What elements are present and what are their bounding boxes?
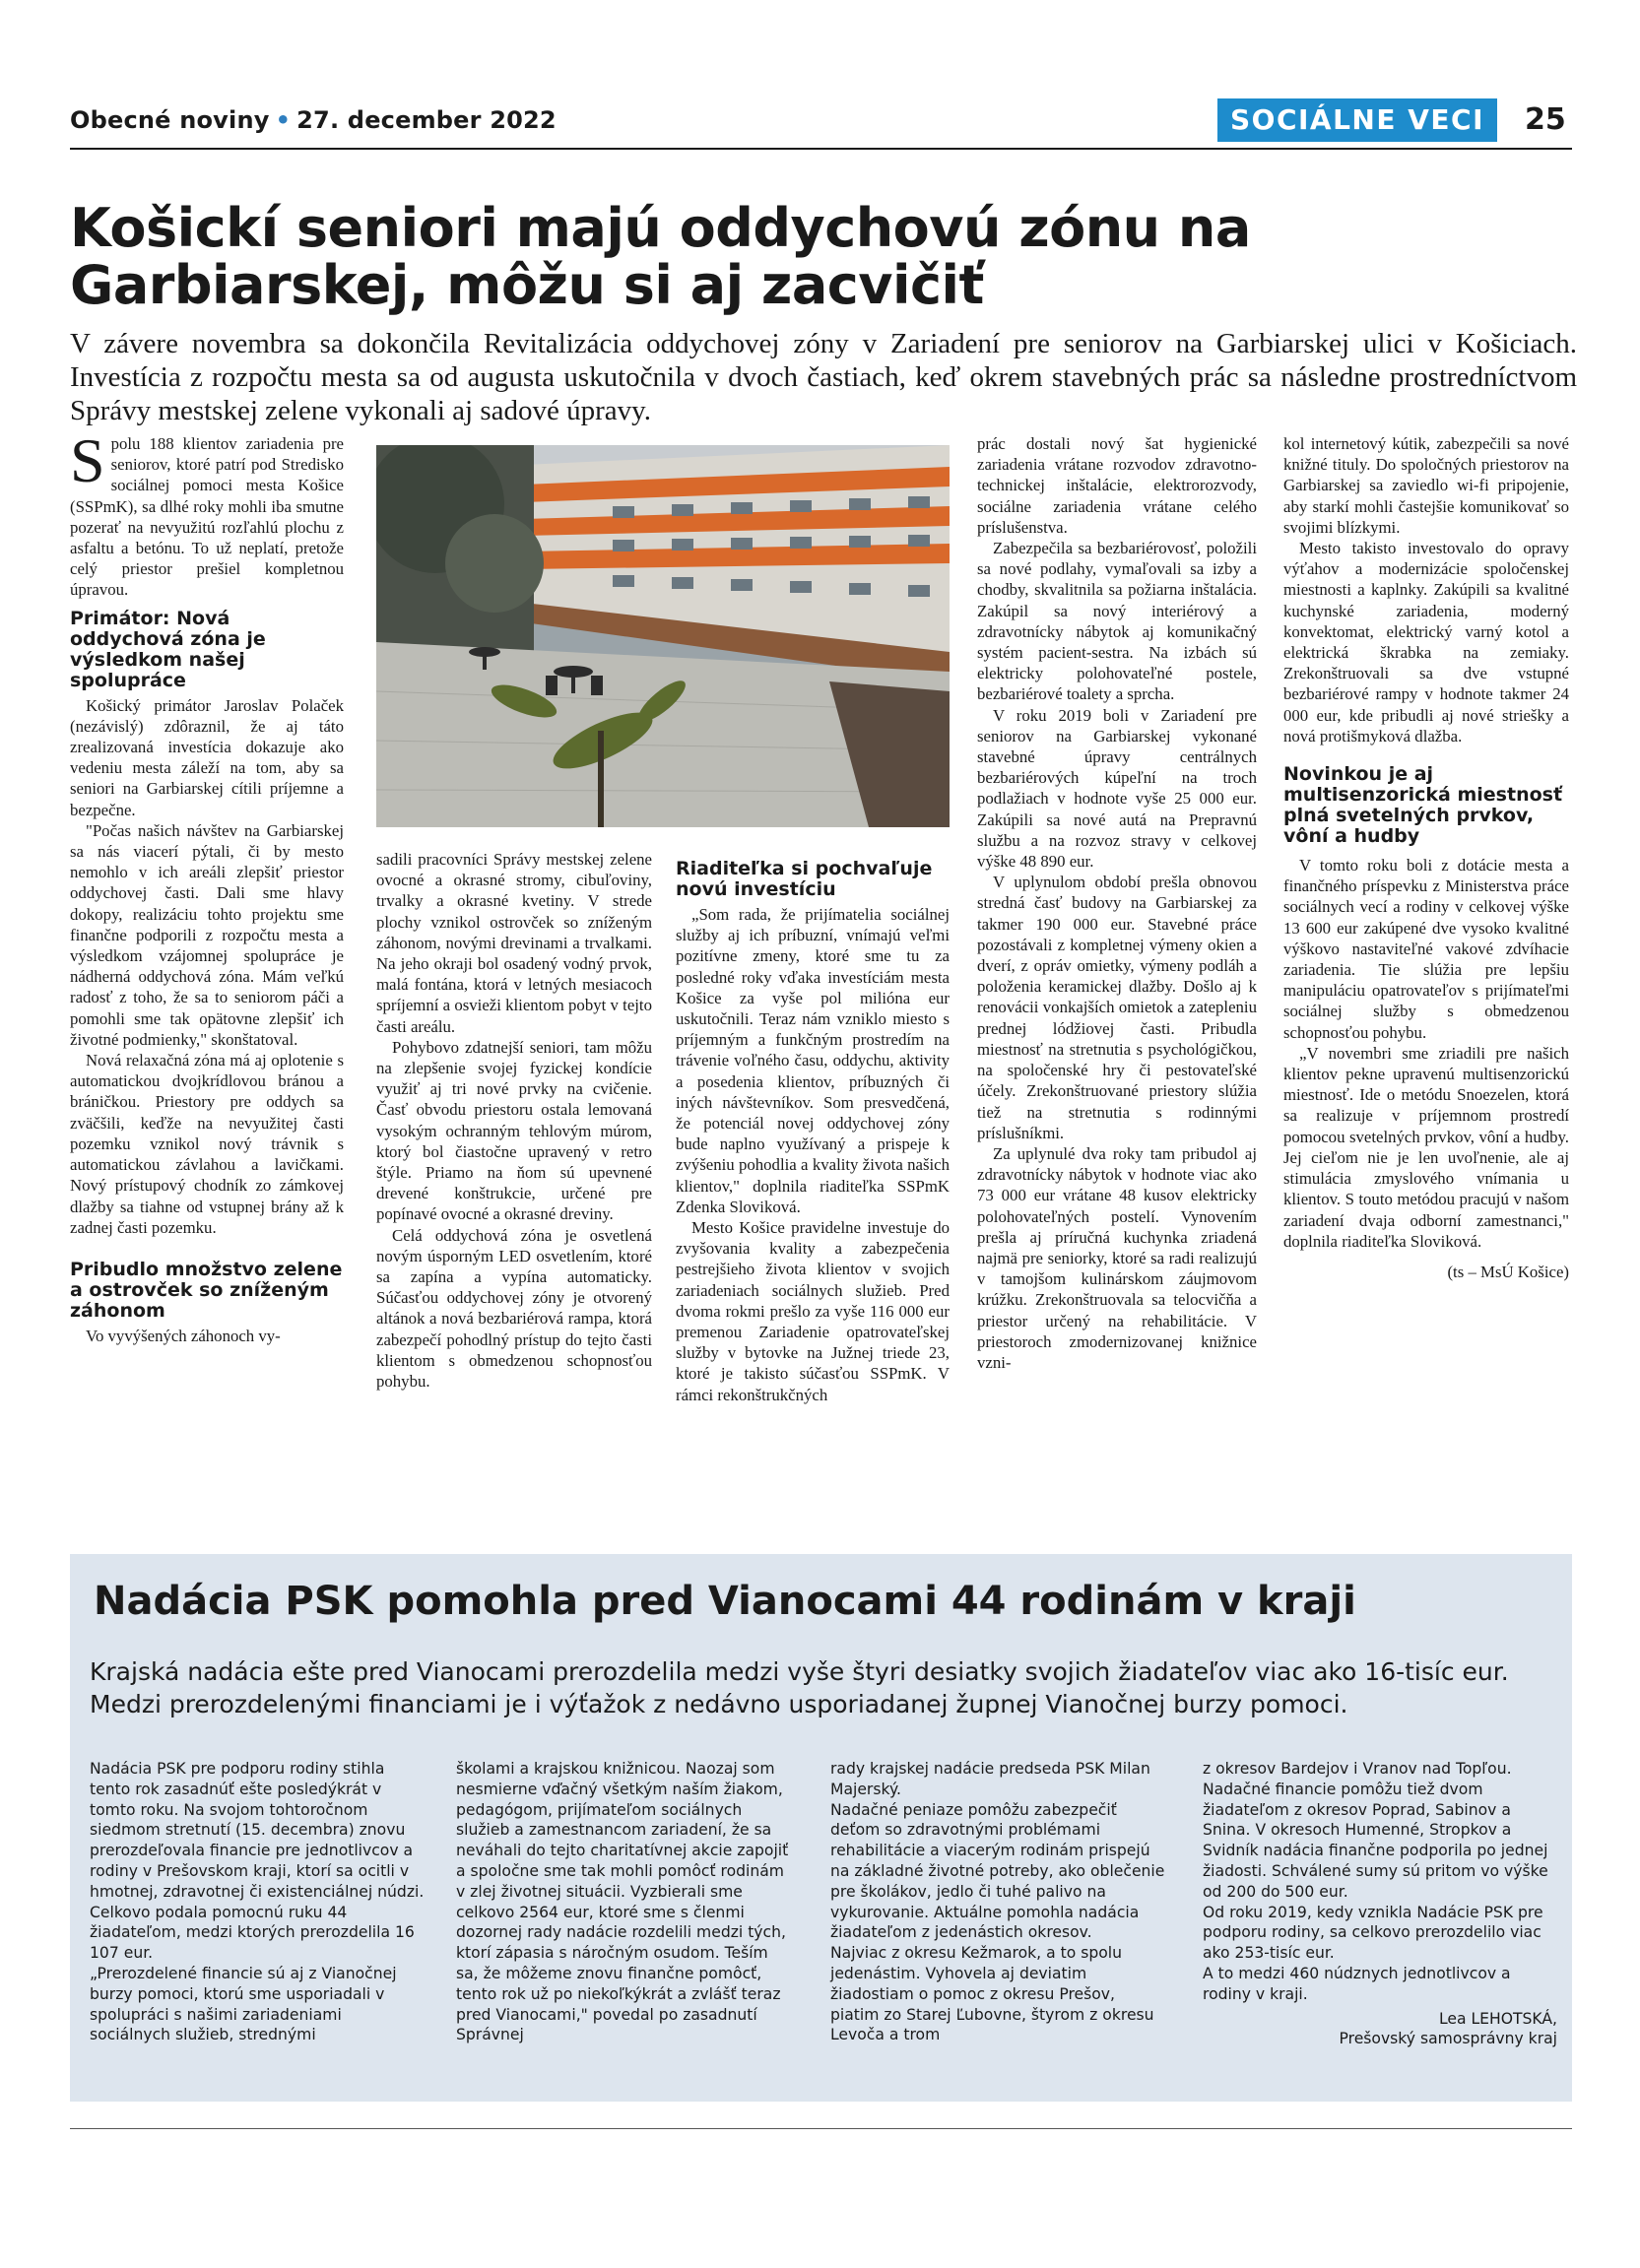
- article-column-5: [1283, 433, 1569, 1282]
- subheading: Primátor: Nová oddychová zóna je výsledkom našej spolupráce: [70, 607, 266, 691]
- box-column-1: [90, 1759, 425, 2045]
- page-header-left: [70, 106, 557, 134]
- article-column-3: [676, 859, 950, 1405]
- subheading: Novinkou je aj multisenzorická miestnosť plná svetelných prvkov, vôní a hudby: [1283, 763, 1563, 848]
- author-organization: Prešovský samosprávny kraj: [1339, 2030, 1557, 2048]
- courtyard-photo-illustration: [376, 445, 950, 827]
- paragraph: Celá oddychová zóna je osvetlená novým úsporným LED osvetlením, ktoré sa zapína a vypína automaticky. Súčasťou oddychovej zóny je otvorený altánok a nová bezbariérová rampa, ktorá zabezpečí pohodlný prístup do tejto časti klientom s obmedzenou schopnosťou pohybu.: [376, 1225, 652, 1392]
- article-headline: Košickí seniori majú oddychovú zónu na Garbiarskej, môžu si aj zacvičiť: [70, 197, 1251, 316]
- paragraph: Spolu 188 klientov zariadenia pre seniorov, ktoré patrí pod Stredisko sociálnej pomoci mesta Košice (SSPmK), sa dlhé roky mohli iba smutne pozerať na nevyužitú rozľahlú plochu z asfaltu a betónu. To už neplatí, pretože celý priestor prešiel kompletnou úpravou.: [70, 425, 344, 600]
- paragraph: Za uplynulé dva roky tam pribudol aj zdravotnícky nábytok v hodnote viac ako 73 000 eur vrátane 48 kusov elektricky polohovateľných postelí. Vynovením prešla aj príručná kuchynka zriadená najmä pre seniorky, ktoré sa radi realizujú v tamojšom kulinárskom záujmovom krúžku. Zrekonštruovala sa telocvičňa a priestor určený na rehabilitácie. V priestoroch zmodernizovanej knižnice vzni-: [977, 1143, 1257, 1372]
- publication-name: Obecné noviny: [70, 106, 270, 134]
- paragraph: Nová relaxačná zóna má aj oplotenie s automatickou dvojkrídlovou bránou a bráničkou. Priestory pre oddych sa zväčšili, keďže na nevyužitej časti pozemku vznikol nový trávnik s automatickou závlahou a lavičkami. Nový prístupový chodník zo zámkovej dlažby sa tiahne od vstupnej brány až k zadnej časti pozemku.: [70, 1051, 344, 1237]
- paragraph: Vo vyvýšených záhonoch vy-: [86, 1326, 281, 1345]
- paragraph: „V novembri sme zriadili pre našich klientov pekne upravenú multisenzorickú miestnosť. Ide o metódu Snoezelen, ktorá sa realizuje v príjemnom prostredí pomocou svetelných prvkov, vôní a hudby. Jej cieľom nie je len uvoľnenie, ale aj stimulácia zmyslového vnímania u klientov. S touto metódou pracujú v našom zariadení dvaja odborní zamestnanci," doplnila riaditeľka Sloviková.: [1283, 1043, 1569, 1251]
- drop-cap: S: [70, 425, 105, 495]
- box-article-lead: Krajská nadácia ešte pred Vianocami prerozdelila medzi vyše štyri desiatky svojich žiadateľov viac ako 16-tisíc eur. Medzi prerozdelenými financiami je i výťažok z nedávno usporiadanej župnej Vianočnej burzy pomoci.: [90, 1657, 1509, 1718]
- paragraph: „Som rada, že prijímatelia sociálnej služby aj ich príbuzní, vnímajú veľmi pozitívne zmeny, ktoré sme tu za posledné roky vďaka investíciám mesta Košice za vyše pol milióna eur uskutočnili. Teraz nám vzniklo miesto s príjemným a funkčným prostredím na trávenie voľného času, oddychu, aktivity a posedenia klientov, príbuzných či iných návštevníkov. Som presvedčená, že potenciál novej oddychovej zóny bude naplno využívaný a prispeje k zvýšeniu pohodlia a kvality života našich klientov," doplnila riaditeľka SSPmK Zdenka Sloviková.: [676, 905, 950, 1216]
- paragraph: V uplynulom období prešla obnovou stredná časť budovy na Garbiarskej za takmer 190 000 eur. Stavebné práce pozostávali z kompletnej výmeny okien a dverí, z opráv omietky, výmeny podláh a položenia keramickej dlažby. Došlo aj k renovácii vonkajších omietok a zatepleniu prednej lódžiovej časti. Pribudla miestnosť na stretnutia s psychológičkou, na spoločenské hry či pestovateľské účely. Zrekonštruované priestory slúžia tiež na stretnutia s rodinnými príslušníkmi.: [977, 873, 1257, 1142]
- paragraph: Mesto Košice pravidelne investuje do zvyšovania kvality a zabezpečenia pestrejšieho života klientov v svojich zariadeniach sociálnych služieb. Pred dvoma rokmi prešlo za vyše 116 000 eur premenou Zariadenie opatrovateľskej služby v bytovke na Južnej triede 23, ktoré je takisto súčasťou SSPmK. V rámci rekonštrukčných: [676, 1218, 950, 1404]
- paragraph: „Prerozdelené financie sú aj z Vianočnej burzy pomoci, ktorú sme usporiadali v spolupráci s našimi zariadeniami sociálnych služieb, strednými: [90, 1964, 397, 2044]
- separator-dot: •: [275, 106, 292, 134]
- header-rule: [70, 148, 1572, 150]
- article-photo: [376, 445, 950, 827]
- paragraph: Pohybovo zdatnejší seniori, tam môžu na zlepšenie svojej fyzickej kondície využiť aj tri nové prvky na cvičenie. Časť obvodu priestoru ostala lemovaná vysokým ochranným tehlovým múrom, ktorý bol čiastočne upravený v retro štýle. Priamo na ňom sú upevnené drevené konštrukcie, určené pre popínavé ovocné a okrasné dreviny.: [376, 1037, 652, 1224]
- section-tag: SOCIÁLNE VECI: [1217, 98, 1497, 142]
- paragraph: Nadačné peniaze pomôžu zabezpečiť deťom so zdravotnými problémami rehabilitácie a viacerým rodinám prispejú na základné životné potreby, ako oblečenie pre školákov, jedlo či tuhé palivo na vykurovanie. Aktuálne pomohla nadácia žiadateľom z jedenástich okresov.: [830, 1800, 1165, 1942]
- paragraph: Najviac z okresu Kežmarok, a to spolu jedenástim. Vyhovela aj deviatim žiadostiam o pomoc z okresu Prešov, piatim zo Starej Ľubovne, štyrom z okresu Levoča a trom: [830, 1944, 1154, 2044]
- paragraph: Košický primátor Jaroslav Polaček (nezávislý) zdôraznil, že aj táto zrealizovaná investícia dokazuje ako vedeniu mesta záleží na tom, aby sa seniori na Garbiarskej cítili príjemne a bezpečne.: [70, 695, 344, 819]
- subheading: Riaditeľka si pochvaľuje novú investíciu: [676, 858, 933, 900]
- article-byline: (ts – MsÚ Košice): [1447, 1262, 1569, 1281]
- paragraph: V tomto roku boli z dotácie mesta a finančného príspevku z Ministerstva práce sociálnych vecí a rodiny v celkovej výške 13 600 eur zakúpené dve vysoko kvalitné výškovo nastaviteľné vakové zdvíhacie zariadenia. Tie slúžia pre lepšiu manipuláciu opatrovateľov s prijímateľmi sociálnej služby s obmedzenou schopnosťou pohybu.: [1283, 856, 1569, 1042]
- box-article-headline: Nadácia PSK pomohla pred Vianocami 44 rodinám v kraji: [94, 1579, 1356, 1624]
- paragraph: kol internetový kútik, zabezpečili sa nové knižné tituly. Do spoločných priestorov na Garbiarskej sa zaviedlo wi-fi pripojenie, aby starkí mohli častejšie komunikovať so svojimi blízkymi.: [1283, 434, 1569, 537]
- box-column-3: [830, 1759, 1165, 2045]
- paragraph: V roku 2019 boli v Zariadení pre seniorov na Garbiarskej vykonané stavebné úpravy centrálnych bezbariérových kúpeľní na troch podlažiach v hodnote vyše 25 000 eur. Zakúpili sa nové autá na Prepravnú službu a na rozvoz stravy v celkovej výške 48 890 eur.: [977, 705, 1257, 872]
- paragraph: "Počas našich návštev na Garbiarskej sa nás viacerí pýtali, či by mesto nemohlo v ich areáli zlepšiť priestor oddychovej časti. Dali sme hlavy dokopy, realizáciu tohto projektu sme finančne podporili z rozpočtu mesta a výsledkom vzájomnej spolupráce je nádherná oddychová zóna. Mám veľkú radosť z toho, že sa to seniorom páči a pomohli sme tak opätovne zlepšiť ich životné podmienky," skonštatoval.: [70, 820, 344, 1049]
- paragraph: Nadácia PSK pre podporu rodiny stihla tento rok zasadnúť ešte posledýkrát v tomto roku. Na svojom tohtoročnom siedmom stretnutí (15. decembra) znovu prerozdeľovala financie pre jednotlivcov a rodiny v Prešovskom kraji, ktorí sa ocitli v hmotnej, zdravotnej či existenciálnej núdzi. Celkovo podala pomocnú ruku 44 žiadateľom, medzi ktorých prerozdelila 16 107 eur.: [90, 1760, 425, 1963]
- article-lead: V závere novembra sa dokončila Revitalizácia oddychovej zóny v Zariadení pre seniorov na Garbiarskej ulici v Košiciach. Investícia z rozpočtu mesta sa od augusta uskutočnila v dvoch častiach, keď okrem stavebných prác sa následne prostredníctvom Správy mestskej zelene vykonali aj sadové úpravy.: [70, 328, 1577, 426]
- paragraph: prác dostali nový šat hygienické zariadenia vrátane rozvodov zdravotno-technickej inštalácie, elektrorozvody, sociálne zariadenia vrátane celého príslušenstva.: [977, 434, 1257, 537]
- paragraph: Mesto takisto investovalo do opravy výťahov a modernizácie spoločenskej miestnosti a kaplnky. Zakúpili sa kvalitné kuchynské zariadenia, moderný konvektomat, elektrický varný kotol a elektrická škrabka na zemiaky. Zrekonštruovali sa dve vstupné bezbariérové rampy v hodnote takmer 24 000 eur, kde pribudli aj nové striešky a nová protišmyková dlažba.: [1283, 539, 1569, 745]
- issue-date: 27. december 2022: [296, 106, 557, 134]
- paragraph: sadili pracovníci Správy mestskej zelene ovocné a okrasné stromy, cibuľoviny, trvalky a okrasné kvetiny. V strede plochy vznikol ostrovček so zníženým záhonom, novými drevinami a trvalkami. Na jeho okraji bol osadený vodný prvok, malá fontána, ktorá v letných mesiacoch spríjemní a osvieži klientom pobyt v tejto časti areálu.: [376, 850, 652, 1036]
- author-name: Lea LEHOTSKÁ,: [1438, 2009, 1557, 2028]
- article-column-4: [977, 433, 1257, 1373]
- box-column-2: [456, 1759, 791, 2045]
- bottom-rule: [70, 2128, 1572, 2129]
- paragraph: školami a krajskou knižnicou. Naozaj som nesmierne vďačný všetkým naším žiakom, pedagógom, prijímateľom sociálnych služieb a zamestnancom zariadení, že sa neváhali do tejto charitatívnej akcie zapojiť a spoločne sme tak mohli pomôcť rodinám v zlej životnej situácii. Vyzbierali sme celkovo 2564 eur, ktoré sme s členmi dozornej rady nadácie rozdelili medzi tých, ktorí zápasia s náročným osudom. Teším sa, že môžeme znovu finančne pomôcť, tento rok už po niekoľkýkrát a zvlášť teraz pred Vianocami," povedal po zasadnutí Správnej: [456, 1760, 789, 2044]
- paragraph: Od roku 2019, kedy vznikla Nadácie PSK pre podporu rodiny, sa celkovo prerozdelilo viac ako 253-tisíc eur.: [1203, 1903, 1543, 1963]
- paragraph: Zabezpečila sa bezbariérovosť, položili sa nové podlahy, vymaľovali sa izby a chodby, skvalitnila sa požiarna inštalácia. Zakúpil sa nový interiérový a zdravotnícky nábytok aj komunikačný systém pacient-sestra. Na izbách sú elektricky polohovateľné postele, bezbariérové toalety a sprcha.: [977, 539, 1257, 704]
- paragraph: z okresov Bardejov i Vranov nad Topľou. Nadačné financie pomôžu tiež dvom žiadateľom z okresov Poprad, Sabinov a Snina. V okresoch Humenné, Stropkov a Svidník nadácia finančne podporila po jednej žiadosti. Schválené sumy sú pritom vo výške od 200 do 500 eur.: [1203, 1760, 1548, 1901]
- paragraph: rady krajskej nadácie predseda PSK Milan Majerský.: [830, 1760, 1150, 1798]
- article-column-2: [376, 849, 652, 1392]
- box-column-4: [1203, 1759, 1557, 2049]
- page-number: 25: [1525, 102, 1566, 137]
- article-column-1: [70, 425, 344, 1346]
- subheading: Pribudlo množstvo zelene a ostrovček so zníženým záhonom: [70, 1258, 343, 1322]
- paragraph: A to medzi 460 núdznych jednotlivcov a rodiny v kraji.: [1203, 1964, 1511, 2003]
